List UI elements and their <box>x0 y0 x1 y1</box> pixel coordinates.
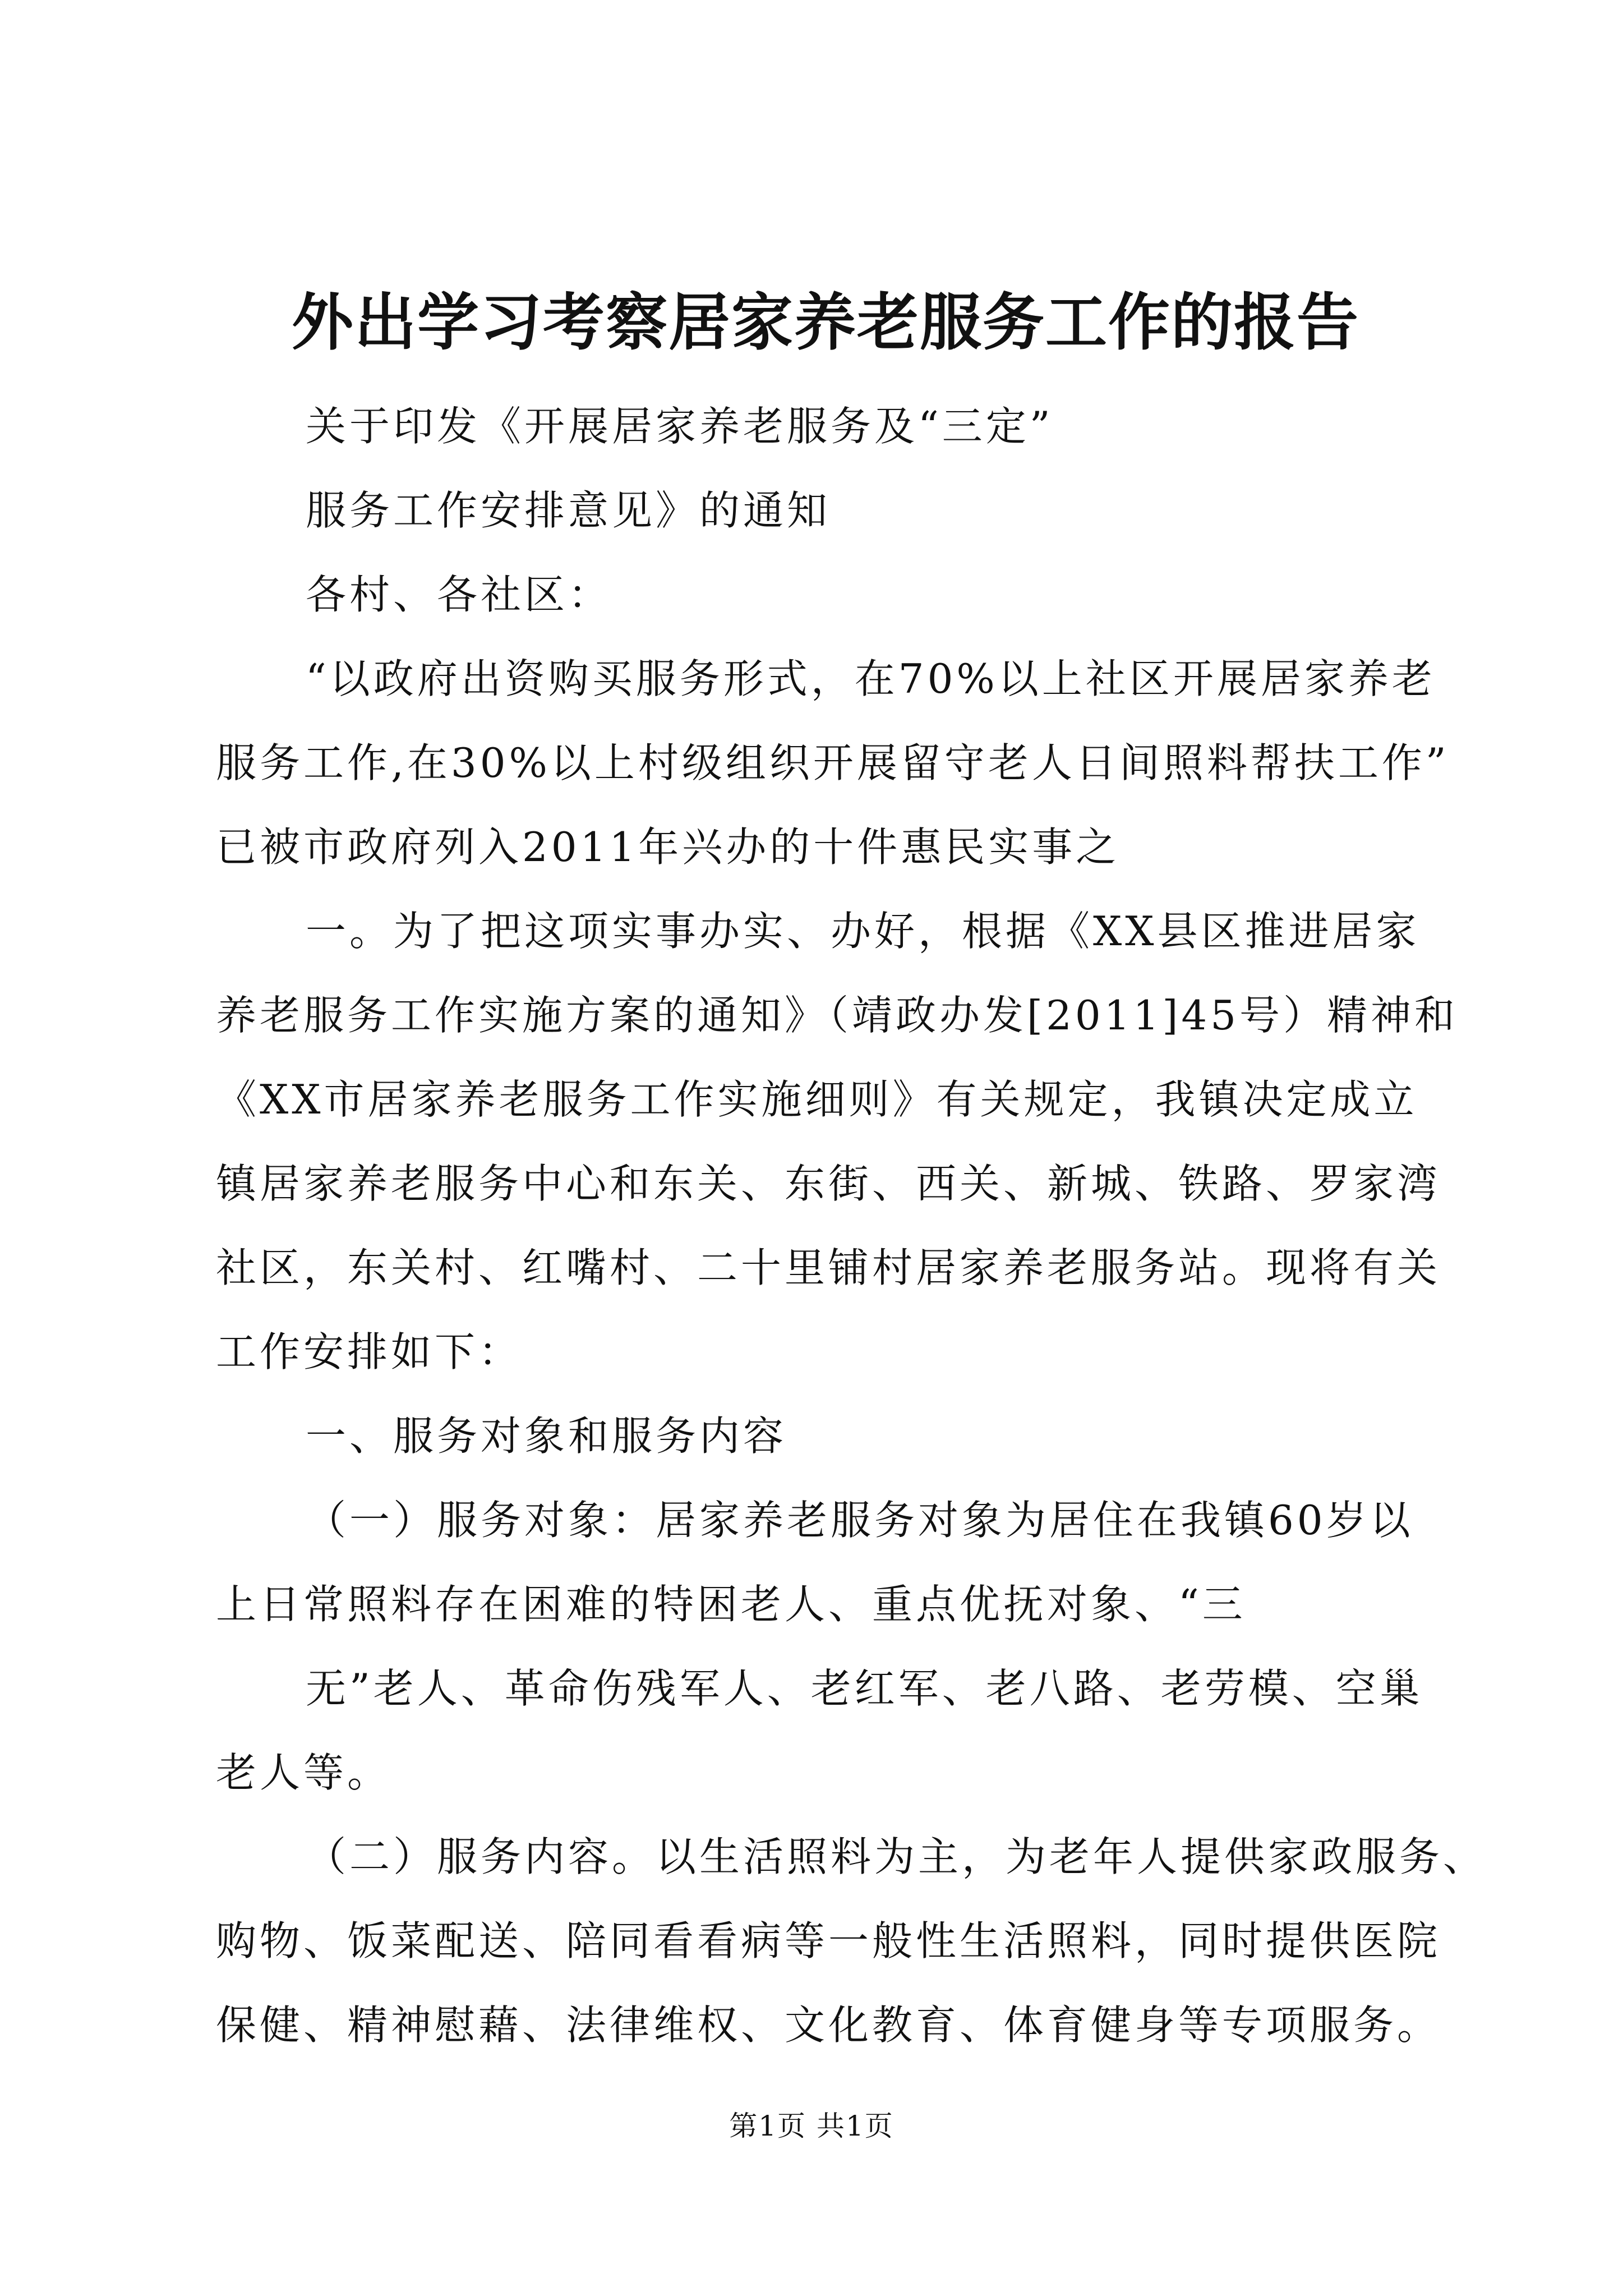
paragraph-line: “以政府出资购买服务形式，在70%以上社区开展居家养老 <box>306 655 1436 702</box>
paragraph-line: 购物、饭菜配送、陪同看看病等一般性生活照料，同时提供医院 <box>216 1917 1441 1964</box>
paragraph-line: 保健、精神慰藉、法律维权、文化教育、体育健身等专项服务。 <box>216 2001 1441 2049</box>
paragraph-line: 养老服务工作实施方案的通知》（靖政办发[2011]45号）精神和 <box>216 992 1459 1039</box>
document-title: 外出学习考察居家养老服务工作的报告 <box>292 286 1359 358</box>
paragraph-line: 一、服务对象和服务内容 <box>306 1412 787 1460</box>
paragraph-line: 工作安排如下： <box>216 1328 523 1375</box>
paragraph-line: 无”老人、革命伤残军人、老红军、老八路、老劳模、空巢 <box>306 1665 1423 1712</box>
paragraph-line: 各村、各社区： <box>306 571 612 618</box>
paragraph-line: 社区，东关村、红嘴村、二十里铺村居家养老服务站。现将有关 <box>216 1244 1441 1291</box>
paragraph-line: 服务工作,在30%以上村级组织开展留守老人日间照料帮扶工作” <box>216 739 1450 786</box>
document-body <box>216 384 1487 2067</box>
paragraph-line: 上日常照料存在困难的特困老人、重点优抚对象、“三 <box>216 1581 1246 1628</box>
paragraph-line: 一。为了把这项实事办实、办好，根据《XX县区推进居家 <box>306 908 1420 955</box>
paragraph-line: （一）服务对象：居家养老服务对象为居住在我镇60岁以 <box>306 1497 1414 1544</box>
paragraph-line: 关于印发《开展居家养老服务及“三定” <box>306 403 1054 450</box>
paragraph-line: 已被市政府列入2011年兴办的十件惠民实事之 <box>216 823 1120 871</box>
paragraph-line: 服务工作安排意见》的通知 <box>306 487 831 534</box>
paragraph-line: 镇居家养老服务中心和东关、东街、西关、新城、铁路、罗家湾 <box>216 1160 1441 1207</box>
paragraph-line: （二）服务内容。以生活照料为主，为老年人提供家政服务、 <box>306 1833 1487 1880</box>
page-footer: 第1页 共1页 <box>729 2110 894 2142</box>
paragraph-line: 《XX市居家养老服务工作实施细则》有关规定，我镇决定成立 <box>216 1076 1418 1123</box>
paragraph-line: 老人等。 <box>216 1749 391 1796</box>
